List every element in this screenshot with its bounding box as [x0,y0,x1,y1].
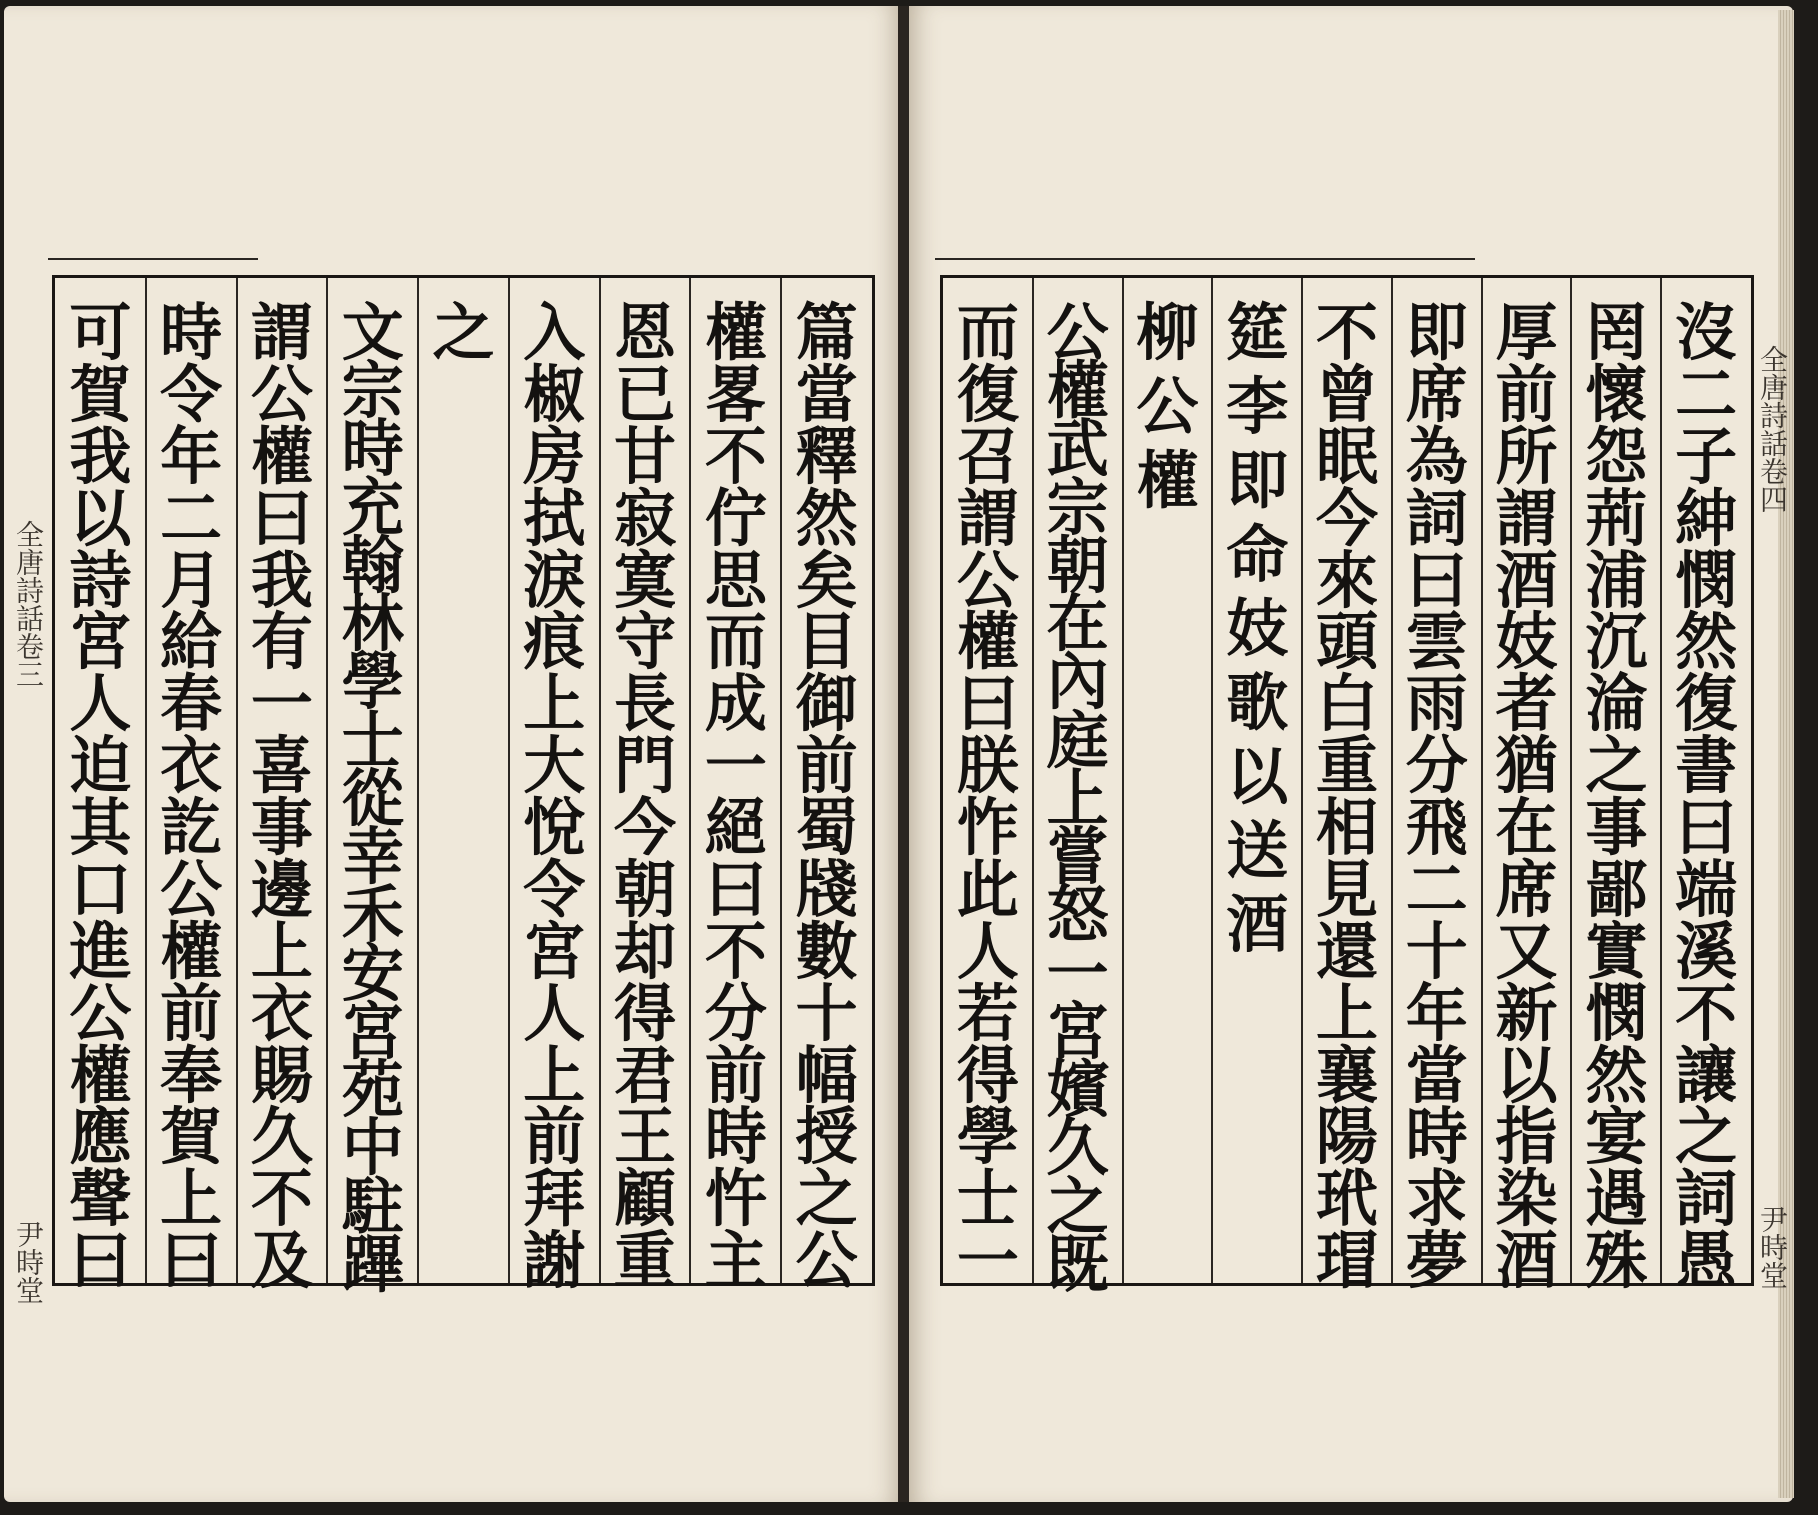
text-column: 沒 二 子 紳 憫 然 復 書 曰 端 溪 不 讓 之 詞 愚 [1675,296,1738,1298]
column-rule [1032,278,1034,1283]
column-rule [1211,278,1213,1283]
text-column: 文 宗 時 充 翰 林 學 士 從 幸 禾 安 宮 苑 中 駐 蹕 [341,296,404,1301]
left-top-border [48,258,258,260]
text-column: 柳 公 權 [1136,296,1199,517]
column-rule [1660,278,1662,1283]
left-text-frame [52,275,875,1301]
text-column: 之 [432,296,495,369]
text-column: 謂 公 權 曰 我 有 一 喜 事 邊 上 衣 賜 久 不 及 [250,296,313,1298]
column-rule [1301,278,1303,1283]
text-column: 恩 已 甘 寂 寞 守 長 門 今 朝 却 得 君 王 顧 重 [614,296,677,1298]
text-column: 罔 懷 怨 荊 浦 沉 淪 之 事 鄙 實 憫 然 宴 遇 殊 [1585,296,1648,1298]
right-margin-title: 全唐詩話卷四 [1756,345,1789,513]
column-rule [326,278,328,1283]
text-column: 即 席 為 詞 曰 雲 雨 分 飛 二 十 年 當 時 求 夢 [1405,296,1468,1298]
text-column: 篇 當 釋 然 矣 目 御 前 蜀 牋 數 十 幅 授 之 公 [795,296,858,1298]
column-rule [1481,278,1483,1283]
text-column: 入 椒 房 拭 淚 痕 上 大 悅 令 宮 人 上 前 拜 謝 [523,296,586,1298]
column-rule [780,278,782,1283]
text-column: 可 賀 我 以 詩 宮 人 迫 其 口 進 公 權 應 聲 曰 [69,296,132,1298]
column-rule [1122,278,1124,1283]
column-rule [145,278,147,1283]
column-rule [1570,278,1572,1283]
text-column: 權 畧 不 佇 思 而 成 一 絕 曰 不 分 前 時 忤 主 [704,296,767,1298]
right-margin-hall: 尹時堂 [1756,1205,1789,1289]
text-column: 厚 前 所 謂 酒 妓 者 猶 在 席 又 新 以 指 染 酒 [1495,296,1558,1298]
right-text-frame [940,275,1754,1301]
text-column: 不 曾 眠 今 來 頭 白 重 相 見 還 上 襄 陽 玳 瑁 [1315,296,1378,1298]
column-rule [1391,278,1393,1283]
left-margin-hall: 尹時堂 [12,1220,45,1304]
column-rule [236,278,238,1283]
column-rule [417,278,419,1283]
text-column: 公 權 武 宗 朝 在 內 庭 上 嘗 怒 一 宮 嬪 久 之 既 [1046,296,1109,1301]
column-rule [689,278,691,1283]
column-rule [508,278,510,1283]
text-column: 筵 李 即 命 妓 歌 以 送 酒 [1226,296,1289,961]
column-rule [599,278,601,1283]
right-top-border [935,258,1475,260]
left-margin-title: 全唐詩話卷三 [12,520,45,688]
text-column: 時 令 年 二 月 給 春 衣 訖 公 權 前 奉 賀 上 曰 [160,296,223,1298]
text-column: 而 復 召 謂 公 權 曰 朕 怍 此 人 若 得 學 士 一 [956,296,1019,1298]
